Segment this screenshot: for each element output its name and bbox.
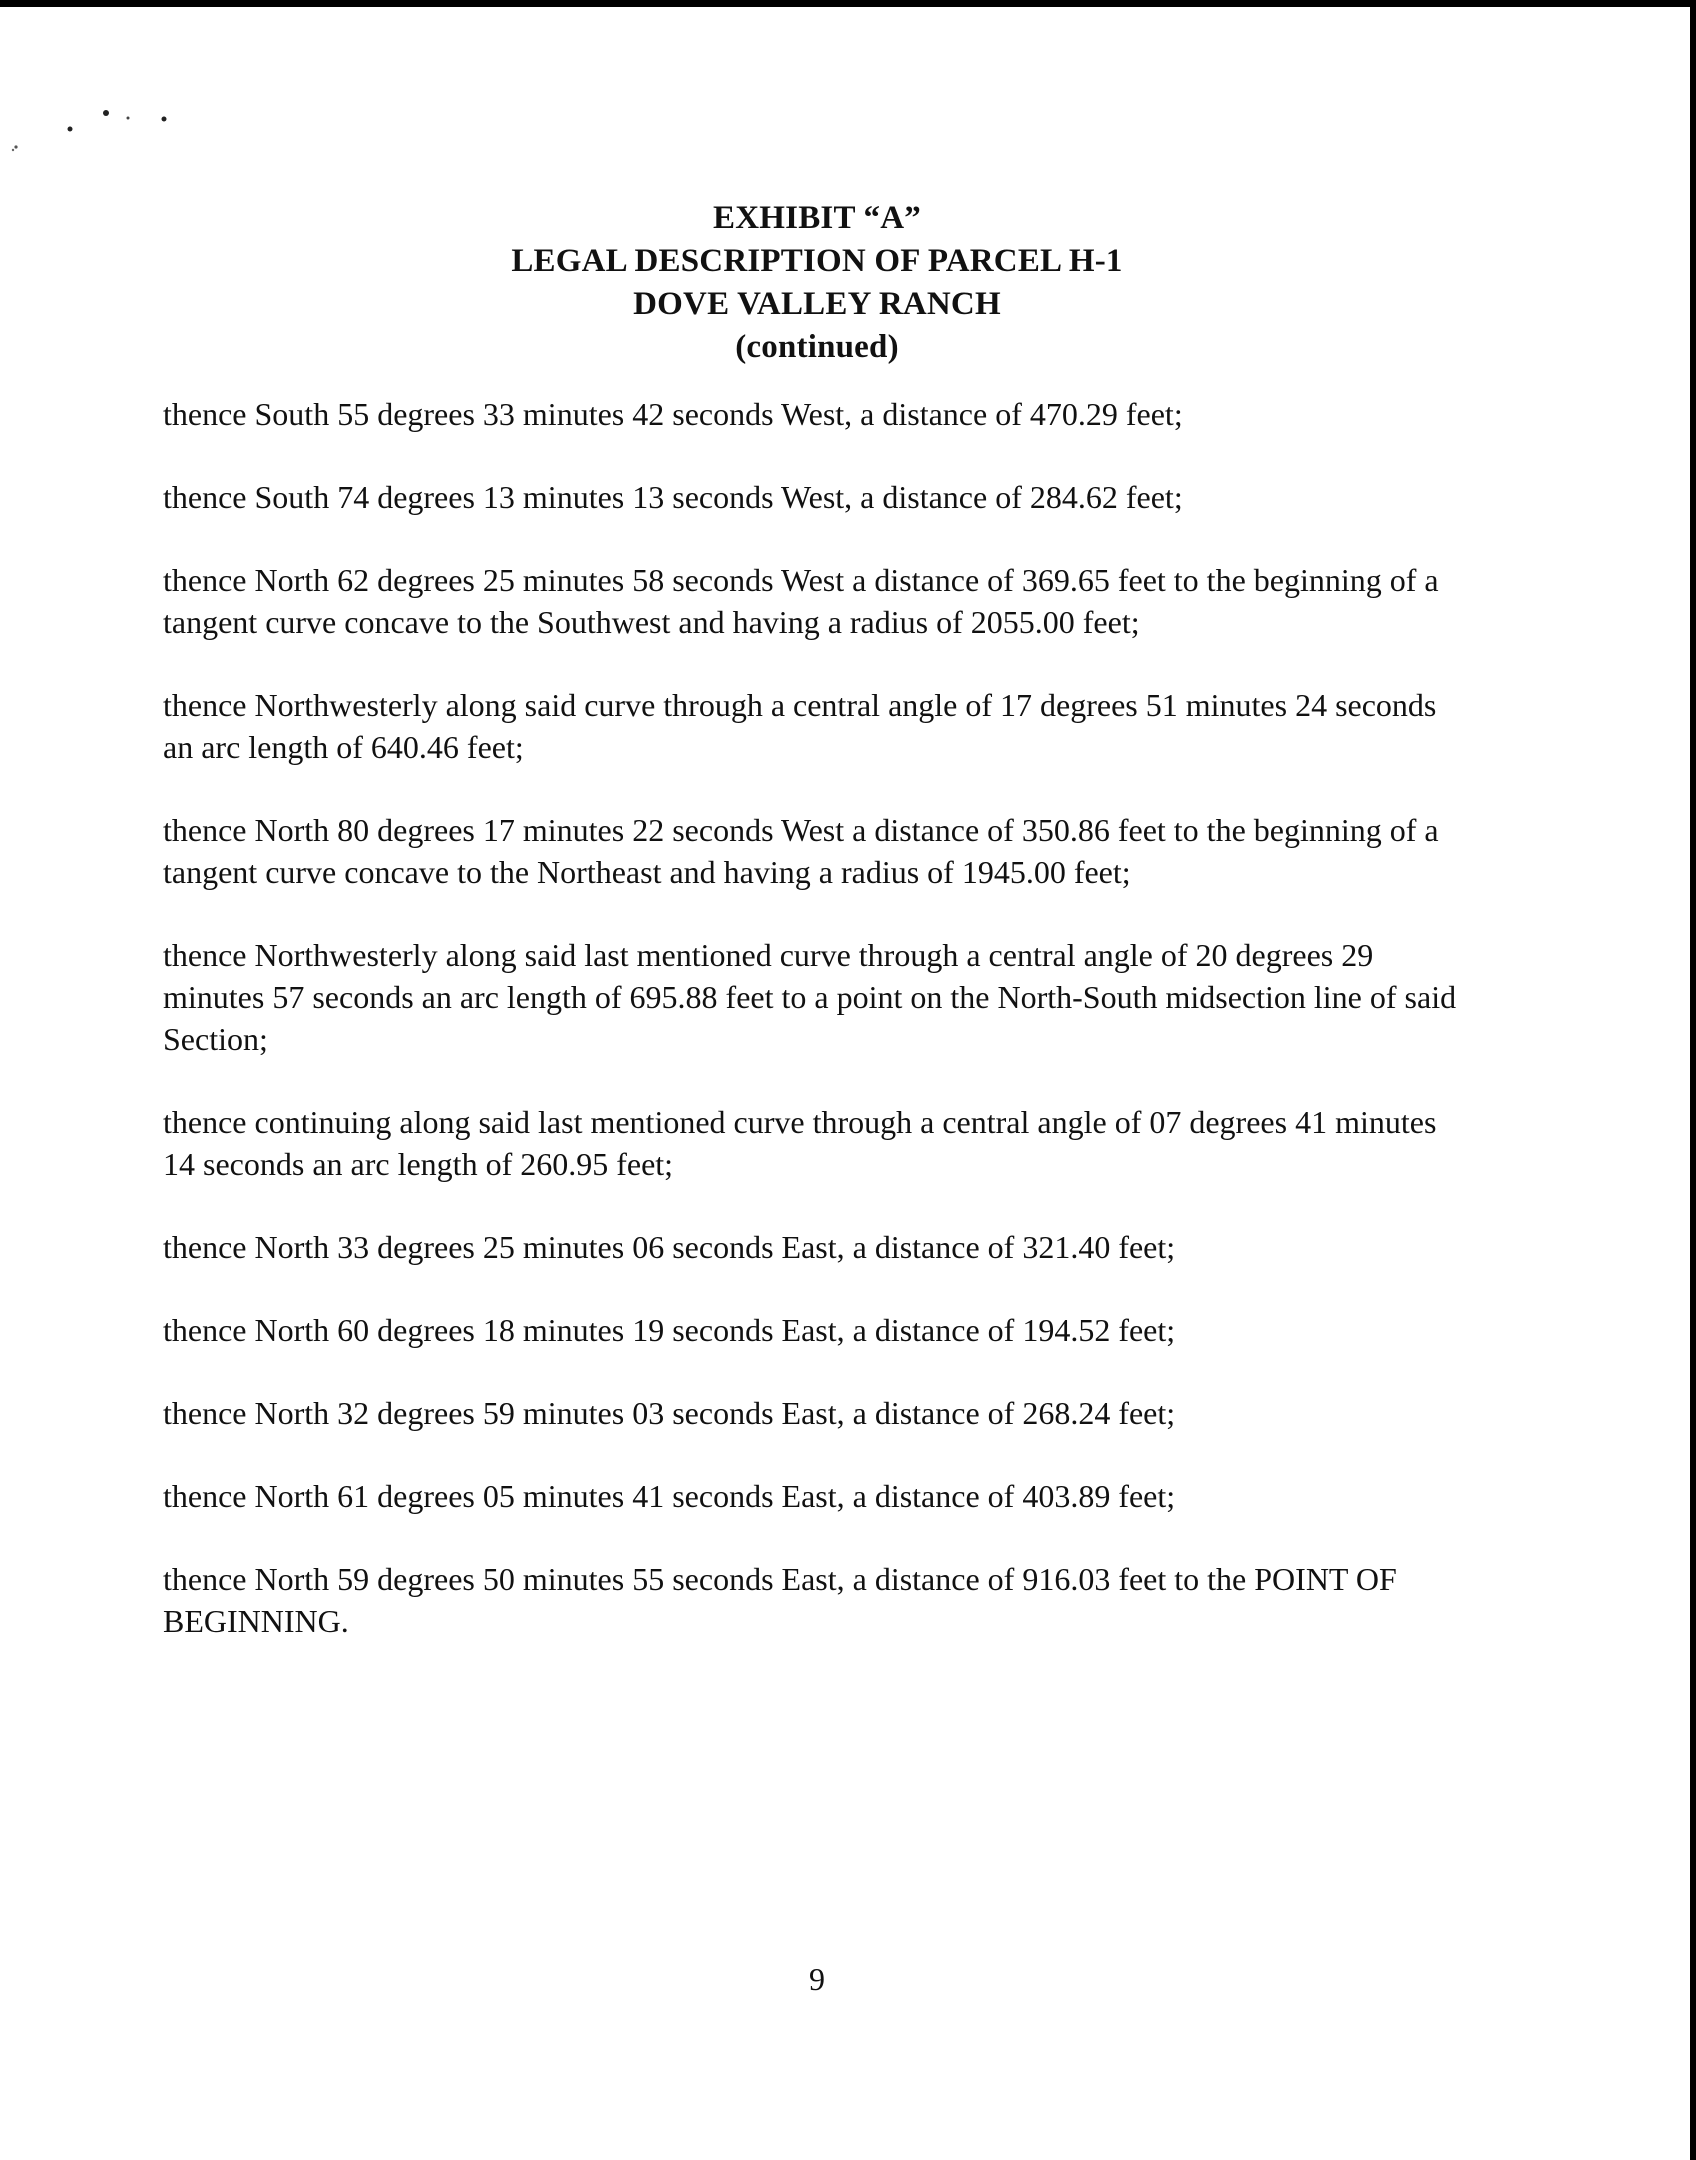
legal-description-title: LEGAL DESCRIPTION OF PARCEL H-1	[511, 243, 1123, 279]
scan-right-border	[1690, 0, 1696, 2160]
page-number: 9	[809, 1961, 825, 1997]
course-paragraph: thence South 55 degrees 33 minutes 42 seconds West, a distance of 470.29 feet;	[163, 396, 1183, 432]
course-paragraph: thence North 61 degrees 05 minutes 41 seconds East, a distance of 403.89 feet;	[163, 1478, 1176, 1514]
property-name: DOVE VALLEY RANCH	[633, 286, 1001, 322]
course-paragraph: thence North 59 degrees 50 minutes 55 seconds East, a distance of 916.03 feet to the POINT OF BEGINNING.	[163, 1561, 1397, 1639]
course-paragraph: thence South 74 degrees 13 minutes 13 seconds West, a distance of 284.62 feet;	[163, 479, 1183, 515]
scan-top-border	[0, 0, 1696, 7]
course-paragraph: thence Northwesterly along said curve through a central angle of 17 degrees 51 minutes 24 seconds an arc length of 640.46 feet;	[163, 687, 1437, 765]
exhibit-title: EXHIBIT “A”	[713, 200, 921, 236]
course-paragraph: thence North 33 degrees 25 minutes 06 seconds East, a distance of 321.40 feet;	[163, 1229, 1176, 1265]
continued-label: (continued)	[735, 329, 899, 365]
exhibit-header	[0, 197, 1634, 369]
course-paragraph: thence North 80 degrees 17 minutes 22 seconds West a distance of 350.86 feet to the beginning of a tangent curve concave to the Northeast and having a radius of 1945.00 feet;	[163, 812, 1439, 890]
scan-specks	[0, 95, 200, 165]
course-paragraph: thence North 32 degrees 59 minutes 03 seconds East, a distance of 268.24 feet;	[163, 1395, 1176, 1431]
legal-description-body	[163, 393, 1463, 1683]
course-paragraph: thence continuing along said last mentioned curve through a central angle of 07 degrees 41 minutes 14 seconds an arc length of 260.95 feet;	[163, 1104, 1437, 1182]
course-paragraph: thence North 60 degrees 18 minutes 19 seconds East, a distance of 194.52 feet;	[163, 1312, 1176, 1348]
course-paragraph: thence North 62 degrees 25 minutes 58 seconds West a distance of 369.65 feet to the beginning of a tangent curve concave to the Southwest and having a radius of 2055.00 feet;	[163, 562, 1439, 640]
course-paragraph: thence Northwesterly along said last mentioned curve through a central angle of 20 degrees 29 minutes 57 seconds an arc length of 695.88 feet to a point on the North-South midsection line of said Section;	[163, 937, 1457, 1057]
